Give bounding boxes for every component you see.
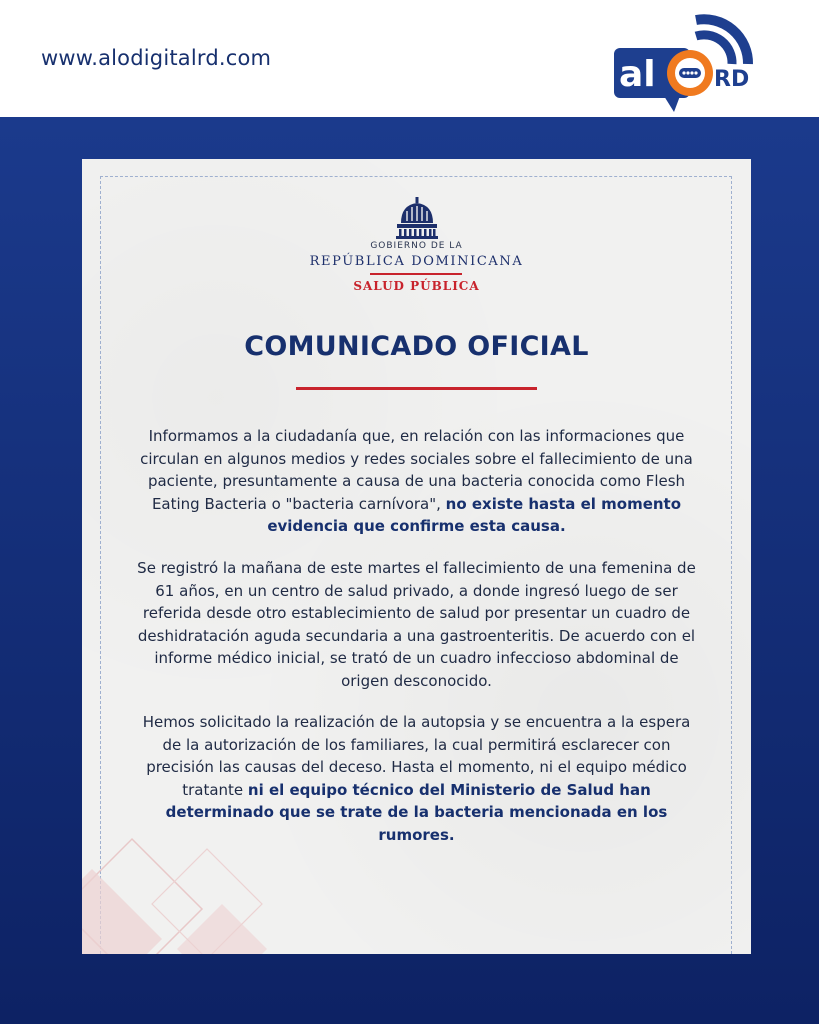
svg-text:RD: RD [714, 67, 750, 92]
paragraph-1 [137, 425, 696, 538]
paragraph-2 [137, 557, 696, 692]
communique-sheet [82, 159, 751, 954]
site-header [0, 0, 819, 117]
page-title: COMUNICADO OFICIAL [244, 331, 589, 362]
paragraph-3-text: Hemos solicitado la realización de la autopsia y se encuentra a la espera de la autorización de los familiares, la cual permitirá esclarecer con precisión las causas del deceso. Hasta el momento, ni el equipo médico tratante [142, 713, 691, 799]
svg-text:al: al [619, 54, 656, 95]
paragraph-3 [137, 711, 696, 846]
agency-name: SALUD PÚBLICA [353, 279, 480, 293]
alo-digital-logo[interactable] [610, 2, 760, 114]
title-divider [296, 387, 537, 390]
paragraph-2-text: Se registró la mañana de este martes el fallecimiento de una femenina de 61 años, en un centro de salud privado, a donde ingresó luego de ser referida desde otro establecimiento de salud por presentar un cuadro de deshidratación aguda secundaria a una gastroenteritis. De acuerdo con el informe médico inicial, se trató de un cuadro infeccioso abdominal de origen desconocido. [137, 559, 696, 690]
paragraph-1-text: Informamos a la ciudadanía que, en relación con las informaciones que circulan en algunos medios y redes sociales sobre el fallecimiento de una paciente, presuntamente a causa de una bacteria conocida como Flesh Eating Bacteria o "bacteria carnívora", [140, 427, 693, 513]
government-label: GOBIERNO DE LA [370, 241, 463, 251]
paragraph-3-bold: ni el equipo técnico del Ministerio de Salud han determinado que se trate de la bacteria mencionada en los rumores. [165, 780, 668, 844]
gov-divider [370, 273, 462, 275]
country-name: REPÚBLICA DOMINICANA [309, 254, 524, 269]
capitol-dome-icon [393, 197, 441, 239]
paragraph-1-bold: no existe hasta el momento evidencia que confirme esta causa. [267, 494, 682, 535]
site-url[interactable]: www.alodigitalrd.com [41, 46, 272, 70]
